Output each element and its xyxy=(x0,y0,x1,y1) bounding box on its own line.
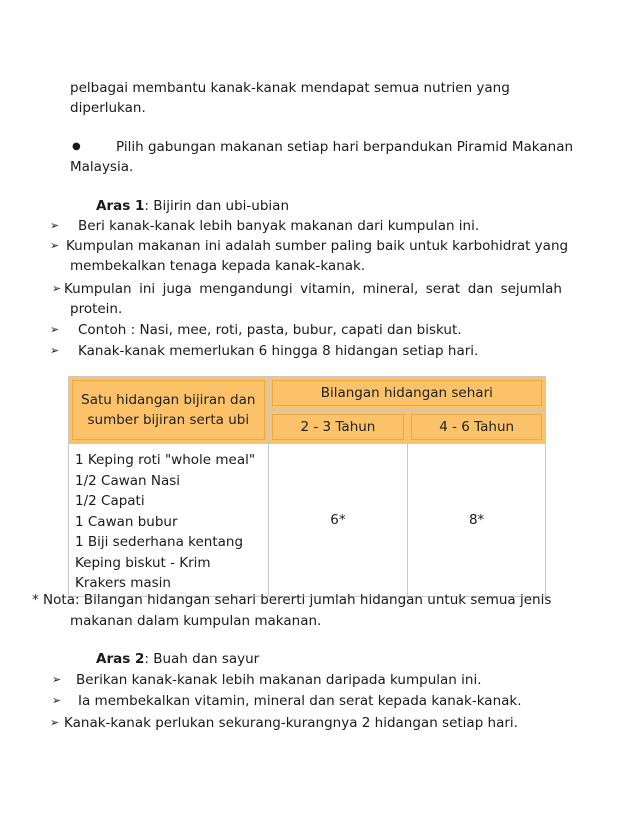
arrow-bullet-icon: ➢ xyxy=(50,344,60,357)
arrow-bullet-icon: ➢ xyxy=(50,323,60,336)
aras2-heading xyxy=(96,649,259,669)
word: mengandungi xyxy=(199,281,293,297)
aras1-title: : Bijirin dan ubi-ubian xyxy=(144,198,290,214)
tip-line-2: Malaysia. xyxy=(70,159,134,175)
note-line-1: * Nota: Bilangan hidangan sehari bererti jumlah hidangan untuk semua jenis xyxy=(32,592,552,608)
table-cell-value-1: 6* xyxy=(268,444,408,597)
table-header-age-2: 4 - 6 Tahun xyxy=(408,410,546,444)
serving-table xyxy=(68,376,546,597)
aras1-bullet-2-line-1: Kumpulan makanan ini adalah sumber paling baik untuk karbohidrat yang xyxy=(66,238,569,254)
aras1-bullet-4: Contoh : Nasi, mee, roti, pasta, bubur, capati dan biskut. xyxy=(78,322,462,338)
arrow-bullet-icon: ➢ xyxy=(50,219,60,232)
aras1-bullet-1: Beri kanak-kanak lebih banyak makanan dari kumpulan ini. xyxy=(78,218,480,234)
list-item: Keping biskut - Krim xyxy=(75,554,211,571)
intro-line-1: pelbagai membantu kanak-kanak mendapat semua nutrien yang xyxy=(70,80,510,96)
aras2-label: Aras 2 xyxy=(96,651,145,667)
table-header-serving xyxy=(69,377,269,444)
arrow-bullet-icon: ➢ xyxy=(52,673,62,686)
aras1-bullet-2-line-2: membekalkan tenaga kepada kanak-kanak. xyxy=(70,258,366,274)
word: ini xyxy=(139,281,156,297)
aras1-bullet-5: Kanak-kanak memerlukan 6 hingga 8 hidangan setiap hari. xyxy=(78,343,479,359)
aras2-bullet-2: Ia membekalkan vitamin, mineral dan serat kepada kanak-kanak. xyxy=(78,693,522,709)
list-item: 1 Cawan bubur xyxy=(75,513,178,530)
aras2-bullet-1: Berikan kanak-kanak lebih makanan daripada kumpulan ini. xyxy=(76,672,482,688)
arrow-bullet-icon: ➢ xyxy=(50,239,60,252)
list-item: 1/2 Cawan Nasi xyxy=(75,472,181,489)
word: Kumpulan xyxy=(64,281,132,297)
table-cell-items xyxy=(69,444,269,597)
aras2-title: : Buah dan sayur xyxy=(144,651,260,667)
arrow-bullet-icon: ➢ xyxy=(52,694,62,707)
word: juga xyxy=(162,281,192,297)
arrow-bullet-icon: ➢ xyxy=(52,282,62,295)
list-item: Krakers masin xyxy=(75,575,171,591)
tip-line-1: Pilih gabungan makanan setiap hari berpandukan Piramid Makanan xyxy=(116,139,574,155)
table-header-age-1: 2 - 3 Tahun xyxy=(268,410,408,444)
table-cell-value-2: 8* xyxy=(408,444,546,597)
list-item: 1/2 Capati xyxy=(75,493,145,509)
aras2-bullet-3: Kanak-kanak perlukan sekurang-kurangnya 2 hidangan setiap hari. xyxy=(64,715,518,731)
word: sejumlah xyxy=(500,281,562,297)
aras1-bullet-3-line-1 xyxy=(64,279,562,299)
aras1-bullet-3-line-2: protein. xyxy=(70,301,123,317)
word: mineral, xyxy=(362,281,419,297)
list-item: 1 Keping roti "whole meal" xyxy=(75,452,256,468)
intro-line-2: diperlukan. xyxy=(70,100,146,116)
word: dan xyxy=(467,281,494,297)
header-line: Satu hidangan bijiran dan xyxy=(81,392,256,408)
header-line: sumber bijiran serta ubi xyxy=(87,412,250,428)
word: vitamin, xyxy=(300,281,356,297)
arrow-bullet-icon: ➢ xyxy=(50,716,60,729)
aras1-heading xyxy=(96,196,289,216)
list-item: 1 Biji sederhana kentang xyxy=(75,534,244,550)
note-line-2: makanan dalam kumpulan makanan. xyxy=(70,613,322,629)
table-header-group: Bilangan hidangan sehari xyxy=(268,377,545,411)
bullet-dot-icon: ● xyxy=(72,141,81,152)
word: serat xyxy=(425,281,461,297)
aras1-label: Aras 1 xyxy=(96,198,145,214)
